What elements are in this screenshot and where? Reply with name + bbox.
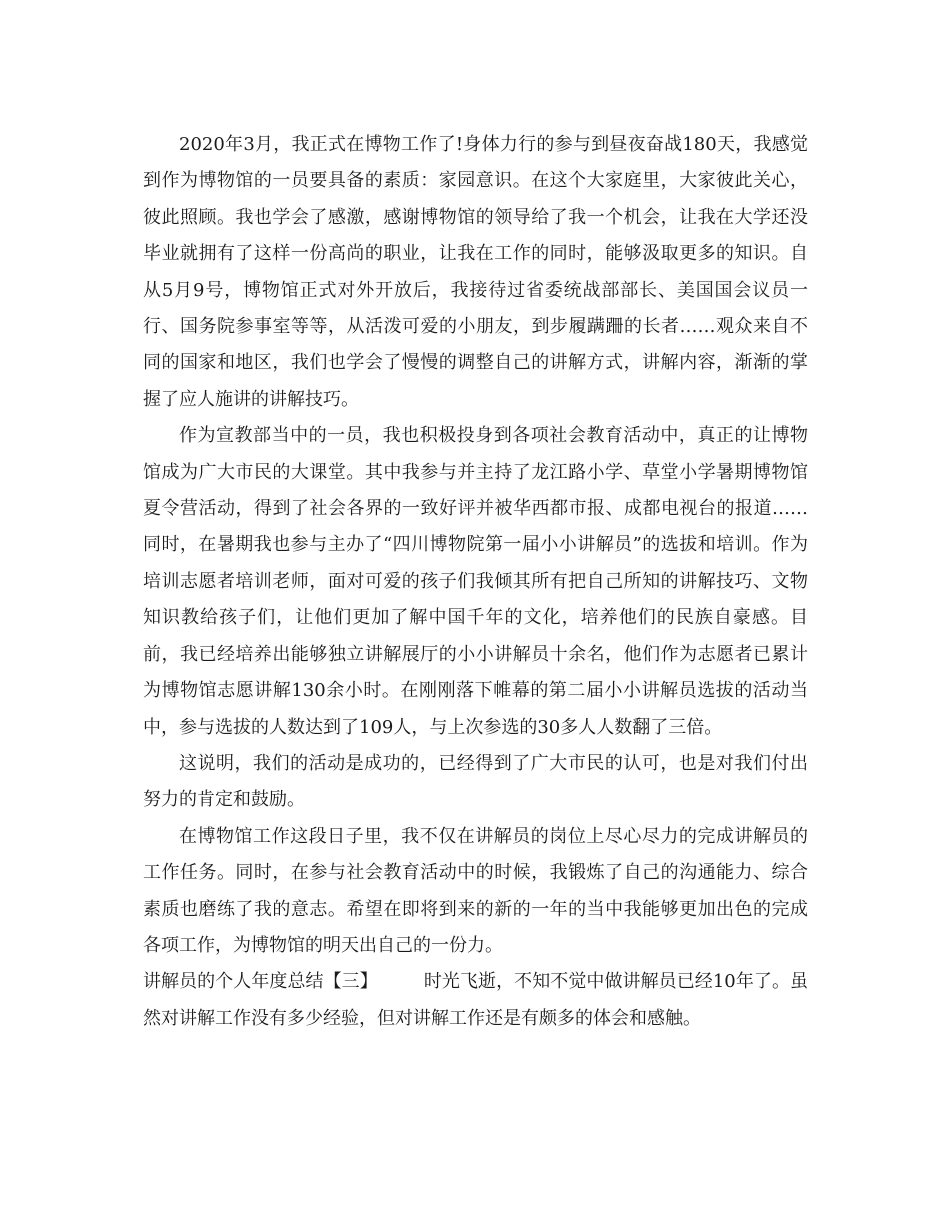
section-paragraph [143, 964, 808, 1037]
paragraph-4: 在博物馆工作这段日子里，我不仅在讲解员的岗位上尽心尽力的完成讲解员的工作任务。同时，在参与社会教育活动中的时候，我锻炼了自己的沟通能力、综合素质也磨练了我的意志。希望在即将到来的新的一年的当中我能够更加出色的完成各项工作，为博物馆的明天出自己的一份力。 [143, 825, 808, 956]
paragraph-2: 作为宣教部当中的一员，我也积极投身到各项社会教育活动中，真正的让博物馆成为广大市民的大课堂。其中我参与并主持了龙江路小学、草堂小学暑期博物馆夏令营活动，得到了社会各界的一致好评并被华西都市报、成都电视台的报道……同时，在暑期我也参与主办了“四川博物院第一届小小讲解员”的选拔和培训。作为培训志愿者培训老师，面对可爱的孩子们我倾其所有把自己所知的讲解技巧、文物知识教给孩子们，让他们更加了解中国千年的文化，培养他们的民族自豪感。目前，我已经培养出能够独立讲解展厅的小小讲解员十余名，他们作为志愿者已累计为博物馆志愿讲解130余小时。在刚刚落下帷幕的第二届小小讲解员选拔的活动当中，参与选拔的人数达到了109人，与上次参选的30多人人数翻了三倍。 [143, 425, 808, 738]
paragraph-1: 2020年3月，我正式在博物工作了!身体力行的参与到昼夜奋战180天，我感觉到作为博物馆的一员要具备的素质：家园意识。在这个大家庭里，大家彼此关心，彼此照顾。我也学会了感激，感谢博物馆的领导给了我一个机会，让我在大学还没毕业就拥有了这样一份高尚的职业，让我在工作的同时，能够汲取更多的知识。自从5月9号，博物馆正式对外开放后，我接待过省委统战部部长、美国国会议员一行、国务院参事室等等，从活泼可爱的小朋友，到步履蹒跚的长者……观众来自不同的国家和地区，我们也学会了慢慢的调整自己的讲解方式，讲解内容，渐渐的掌握了应人施讲的讲解技巧。 [143, 134, 808, 410]
section-heading: 讲解员的个人年度总结【三】 [143, 971, 378, 993]
paragraph-3: 这说明，我们的活动是成功的，已经得到了广大市民的认可，也是对我们付出努力的肯定和鼓励。 [143, 752, 808, 811]
section-intro: 时光飞逝，不知不觉中做讲解员已经10年了。虽然对讲解工作没有多少经验，但对讲解工作还是有颇多的体会和感触。 [143, 971, 809, 1029]
document-body [143, 127, 808, 1037]
